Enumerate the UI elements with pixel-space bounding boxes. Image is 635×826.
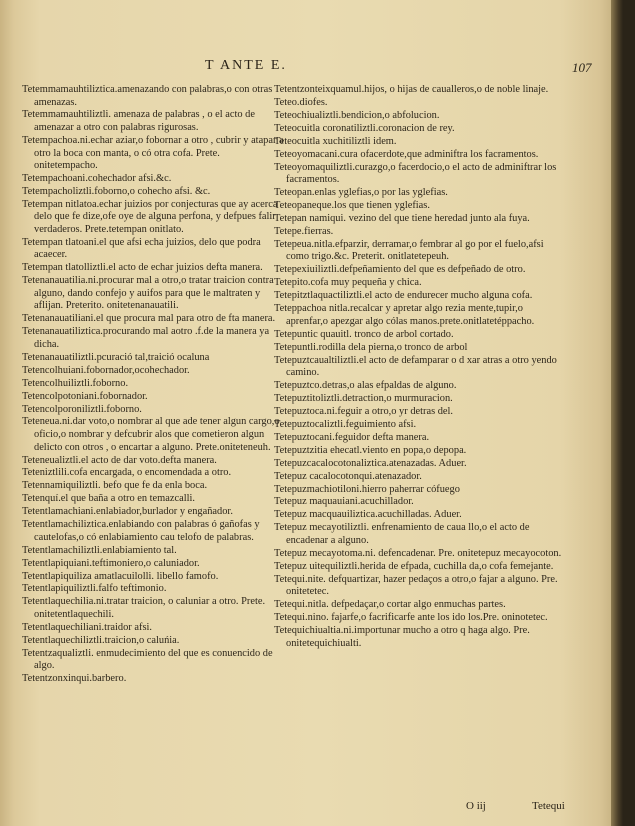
dictionary-entry: Tetepuzmachiotiloni.hierro paherrar cófuego: [274, 483, 460, 495]
dictionary-entry: Tetempan tlatolliztli.el acto de echar juizios defta manera.: [22, 262, 263, 274]
dictionary-entry: Teteniztlili.cofa encargada, o encomendada a otro.: [22, 467, 232, 479]
dictionary-entry: Tetenquí.el que baña a otro en temazcalli.: [22, 493, 195, 505]
dictionary-entry: Tetentzonteixquamul.hijos, o hijas de caualleros,o de noble linaje.: [274, 84, 549, 95]
dictionary-entry: Tetepuz uitequiliztli.herida de efpada, cuchilla da,o cofa femejante.: [274, 560, 554, 572]
dictionary-entry: Tetentlapiquiliztli.falfo teftimonio.: [22, 583, 167, 595]
dictionary-entry: Tetencolporoniliztli.foborno.: [22, 403, 142, 415]
dictionary-entry: Tetentlaquechiliztli.traicion,o caluńia.: [22, 634, 180, 646]
dictionary-entry: Tetepuztoca.ni.feguir a otro,o yr detras del.: [274, 405, 454, 417]
catchword: Tetequi: [532, 800, 565, 812]
dictionary-entry: Tetentlamachiani.enlabiador,burlador y engañador.: [22, 506, 233, 518]
dictionary-entry: Tetempan tlatoani.el que afsi echa juizios, delo que podra acaecer.: [22, 236, 261, 261]
page-number: 107: [572, 60, 592, 75]
dictionary-entry: Tetepuztzitia ehecatl.viento en popa,o depopa.: [274, 444, 467, 456]
dictionary-entry: Tetentlapiquiani.teftimoniero,o caluniador.: [22, 557, 200, 569]
dictionary-entry: Tetentlaquechilia.ni.tratar traicion, o caluniar a otro. Prete. onitetentlaquechili.: [22, 596, 266, 620]
dictionary-entry: Tetenanauatiliani.el que procura mal para otro de fta manera.: [22, 313, 276, 325]
dictionary-entry: Tetepuztcaualtiliztli.el acto de defamparar o d xar atras a otro yendo camino.: [274, 354, 557, 379]
dictionary-entry: Teteocuitla coronatiliztli.coronacion de rey.: [274, 122, 455, 134]
dictionary-entry: Tetepuz mecayotiliztli. enfrenamiento de caua llo,o el acto de encadenar a alguno.: [274, 522, 530, 546]
dictionary-entry: Tetepan namiqui. vezino del que tiene heredad junto ala fuya.: [274, 212, 530, 224]
dictionary-entry: Tetentlamachiliztli.enlabiamiento tal.: [22, 544, 177, 556]
dictionary-entry: Teteochiualiztli.bendicion,o abfolucion.: [274, 109, 440, 121]
dictionary-entry: Tetequi.nitla. defpedaçar,o cortar algo enmuchas partes.: [274, 599, 506, 611]
dictionary-entry: Tetepuntli.rodilla dela pierna,o tronco de arbol: [274, 341, 468, 353]
dictionary-entry: Tetennamiquiliztli. befo que fe da enla boca.: [22, 480, 208, 492]
dictionary-entry: Tetencolpotoniani.fobornador.: [22, 390, 148, 402]
dictionary-entry: Teteoyomacani.cura ofacerdote,que adminiftra los facramentos.: [274, 148, 539, 160]
dictionary-entry: Tetenanauatiliztli.pcuració tal,traició ocaluna: [22, 351, 210, 363]
dictionary-entry: Tetepuztco.detras,o alas efpaldas de alguno.: [274, 380, 457, 391]
dictionary-entry: Tetepeua.nitla.efparzir, derramar,o fembrar al go por el fuelo,afsi como trigo.&c. Preterit. onitlatetepeuh.: [274, 238, 544, 263]
dictionary-entry: Tetentlapiquiliza amatlacuilolli. libello famofo.: [22, 570, 219, 582]
dictionary-entry: Tetemmamauhtiliztica.amenazando con palabras,o con otras amenazas.: [22, 84, 273, 108]
dictionary-entry: Tetenanauatilia.ni.procurar mal a otro,o tratar traicion contra alguno, dando confejo y auifos para que le maltraten y aflijan. Preterito. onitetenanauatili.: [22, 275, 274, 312]
dictionary-entry: Tetentlamachiliztica.enlabiando con palabras ó gañofas y cautelofas,o có enlabiamiento cau telofo de palabras.: [22, 519, 260, 543]
dictionary-entry: Tetempacholiztli.foborno,o cohecho afsi. &c.: [22, 185, 211, 197]
dictionary-entry: Tetepuntic quauitl. tronco de arbol cortado.: [274, 328, 454, 340]
dictionary-entry: Teteneua.ni.dar voto,o nombrar al que ade tener algun cargo,o oficio,o nombrar y defcubrir alos que cometieron algun delicto con otros , o encartar a alguno. Prete.oniteteneuh.: [22, 416, 280, 453]
page-footer: [0, 800, 623, 816]
signature-mark: O iij: [466, 800, 486, 812]
dictionary-entry: Tetepuz mecayotoma.ni. defencadenar. Pre. onitetepuz mecayocoton.: [274, 547, 562, 559]
dictionary-entry: Teteopan.enlas yglefias,o por las yglefias.: [274, 187, 448, 199]
dictionary-entry: Tetepuztocaliztli.feguimiento afsi.: [274, 418, 417, 430]
dictionary-entry: Tetequi.nite. defquartizar, hazer pedaços a otro,o fajar a alguno. Pre. onitetetec.: [274, 573, 558, 598]
dictionary-entry: Teteopaneque.los que tienen yglefias.: [274, 200, 430, 212]
dictionary-entry: Tetempan nitlatoa.echar juizios por conjecturas que ay acerca delo que fe dize,ofe oye de alguna perfona, y defpues falir verdaderos. Prete.tetempan onitlato.: [22, 198, 278, 235]
dictionary-entry: Tetepuz cacalocotonqui.atenazador.: [274, 470, 422, 482]
dictionary-entry: Tetepe.fierras.: [274, 225, 334, 237]
dictionary-entry: Teteo.diofes.: [274, 96, 328, 108]
dictionary-entry: Tetenanauatiliztica.procurando mal aotro .f.de la manera ya dicha.: [22, 326, 270, 350]
dictionary-entry: Tetepuztocani.feguidor defta manera.: [274, 431, 430, 443]
running-title: T ANTE E.: [205, 58, 287, 73]
dictionary-entry: Tetepuztitoliztli.detraction,o murmuracion.: [274, 392, 453, 404]
dictionary-entry: Tetempachoa.ni.echar aziar,o fobornar a otro , cubrir y atapar a otro la boca con manta, o có otra cofa. Prete. onitetempacho.: [22, 134, 284, 172]
dictionary-entry: Tetemmamauhtiliztli. amenaza de palabras , o el acto de amenazar a otro con palabras rigurosas.: [22, 109, 255, 134]
dictionary-entry: Tetentzaqualiztli. enmudecimiento del que es conuencido de algo.: [22, 647, 273, 672]
page-edge-shadow: [611, 0, 623, 826]
page-header: [0, 58, 623, 80]
dictionary-entry: Tetencolhuiliztli.foborno.: [22, 377, 129, 389]
dictionary-entry: Teteoyomaquiliztli.curazgo,o facerdocio,o el acto de adminiftrar los facramentos.: [274, 161, 557, 186]
dictionary-entry: Teteppachoa nitla.recalcar y apretar algo rezia mente,tupir,o aprenfar,o apezgar algo cólas manos.prete.onitlatetéppacho.: [274, 303, 535, 327]
dictionary-entry: Teteocuitla xuchitiliztli idem.: [274, 135, 397, 147]
dictionary-entry: Tetepexiuiliztli.defpeñamiento del que es defpeñado de otro.: [274, 264, 526, 276]
dictionary-entry: Tetepito.cofa muy pequeña y chica.: [274, 277, 422, 289]
dictionary-entry: Tetentlaquechiliani.traidor afsi.: [22, 621, 152, 633]
dictionary-entry: Tetequi.nino. fajarfe,o facrificarfe ante los ido los.Pre. oninotetec.: [274, 612, 548, 624]
dictionary-entry: Tetempachoani.cohechador afsi.&c.: [22, 173, 172, 184]
dictionary-entry: Tetepuz macquauiliztica.acuchilladas. Aduer.: [274, 509, 462, 521]
dictionary-entry: Tetencolhuiani.fobornador,ocohechador.: [22, 364, 190, 376]
dictionary-entry: Teteneualiztli.el acto de dar voto.defta manera.: [22, 454, 217, 466]
dictionary-entry: Tetepuz maquauiani.acuchillador.: [274, 496, 414, 508]
dictionary-entry: Tetepitztlaquactiliztli.el acto de endurecer mucho alguna cofa.: [274, 290, 533, 302]
dictionary-entry: Tetentzonxinqui.barbero.: [22, 673, 127, 685]
right-column: [274, 84, 564, 651]
dictionary-entry: Tetepuzcacalocotonaliztica.atenazadas. Aduer.: [274, 457, 467, 469]
dictionary-entry: Tetequichiualtia.ni.importunar mucho a otro q haga algo. Pre. onitetequichiualti.: [274, 625, 530, 649]
left-column: [22, 84, 284, 686]
